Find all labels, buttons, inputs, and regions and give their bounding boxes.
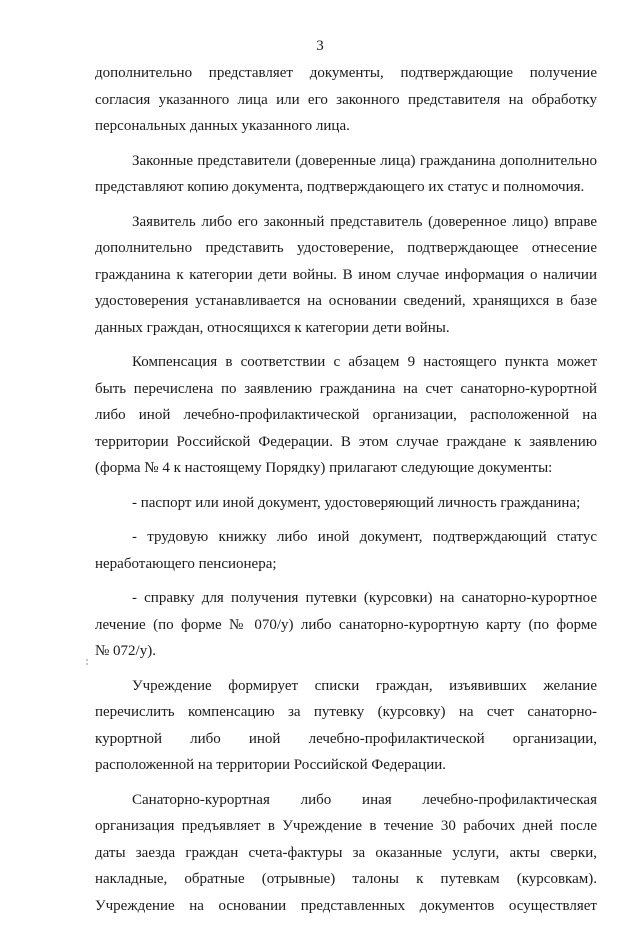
- paragraph: [95, 585, 597, 665]
- text-line: Компенсация в соответствии с абзацем 9 настоящего пункта может: [132, 354, 597, 370]
- text-line: неработающего пенсионера;: [95, 555, 277, 572]
- scan-speck: [86, 663, 88, 665]
- text-line: Законные представители (доверенные лица) гражданина дополнительно: [132, 152, 597, 169]
- text-line: удостоверения устанавливается на основании сведений, хранящихся в базе: [95, 293, 597, 309]
- text-line: лечение (по форме № 070/у) либо санаторно-курортную карту (по форме: [95, 616, 597, 633]
- paragraph: [95, 673, 597, 779]
- text-line: Санаторно-курортная либо иная лечебно-профилактическая: [132, 791, 597, 808]
- text-line: Учреждение на основании представленных документов осуществляет: [95, 897, 597, 914]
- text-line: перечислить компенсацию за путевку (курсовку) на счет санаторно-: [95, 704, 597, 720]
- text-line: представляют копию документа, подтверждающего их статус и полномочия.: [95, 179, 585, 195]
- text-line: даты заезда граждан счета-фактуры за оказанные услуги, акты сверки,: [95, 844, 597, 861]
- text-line: - паспорт или иной документ, удостоверяющий личность гражданина;: [132, 494, 581, 511]
- paragraph: [95, 60, 597, 140]
- text-line: курортной либо иной лечебно-профилактической организации,: [95, 730, 597, 747]
- text-line: персональных данных указанного лица.: [95, 118, 350, 134]
- text-line: накладные, обратные (отрывные) талоны к путевкам (курсовкам).: [95, 871, 597, 887]
- document-body: [95, 60, 597, 927]
- text-line: Заявитель либо его законный представитель (доверенное лицо) вправе: [132, 213, 597, 230]
- text-line: № 072/у).: [95, 643, 156, 659]
- text-line: организация предъявляет в Учреждение в течение 30 рабочих дней после: [95, 818, 597, 834]
- text-line: согласия указанного лица или его законного представителя на обработку: [95, 91, 597, 108]
- paragraph: [95, 490, 597, 517]
- text-line: - трудовую книжку либо иной документ, подтверждающий статус: [132, 529, 597, 545]
- text-line: дополнительно представляет документы, подтверждающие получение: [95, 65, 597, 81]
- paragraph: [95, 349, 597, 482]
- text-line: (форма № 4 к настоящему Порядку) прилагают следующие документы:: [95, 460, 553, 476]
- text-line: дополнительно представить удостоверение, подтверждающее отнесение: [95, 240, 597, 256]
- text-line: - справку для получения путевки (курсовки) на санаторно-курортное: [132, 590, 597, 606]
- text-line: быть перечислена по заявлению гражданина на счет санаторно-курортной: [95, 380, 597, 397]
- text-line: расположенной на территории Российской Федерации.: [95, 757, 447, 773]
- page-number: 3: [316, 38, 324, 54]
- text-line: территории Российской Федерации. В этом случае граждане к заявлению: [95, 433, 597, 450]
- paragraph: [95, 787, 597, 920]
- paragraph: [95, 148, 597, 201]
- paragraph: [95, 209, 597, 342]
- text-line: Учреждение формирует списки граждан, изъявивших желание: [132, 677, 597, 694]
- text-line: гражданина к категории дети войны. В ином случае информация о наличии: [95, 266, 597, 283]
- scan-speck: [86, 659, 88, 661]
- paragraph: [95, 524, 597, 577]
- text-line: данных граждан, относящихся к категории дети войны.: [95, 319, 450, 336]
- text-line: либо иной лечебно-профилактической организации, расположенной на: [95, 407, 597, 423]
